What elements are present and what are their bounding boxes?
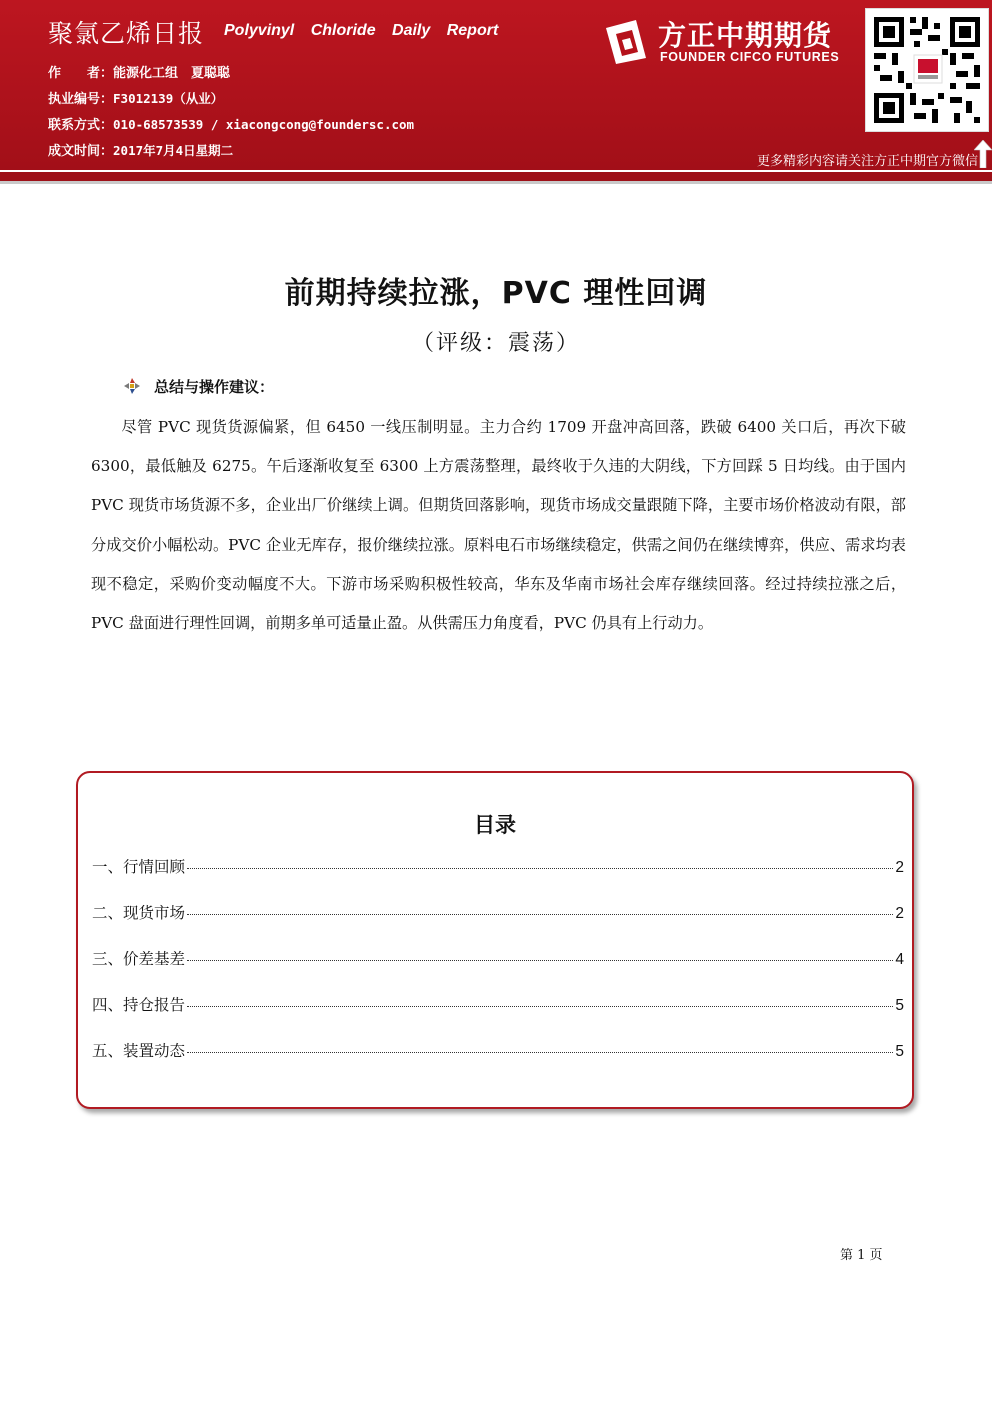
license-line — [48, 88, 223, 107]
table-of-contents — [76, 771, 914, 1109]
wechat-follow-note: 更多精彩内容请关注方正中期官方微信 — [756, 154, 978, 169]
diamond-bullet-icon — [124, 378, 140, 394]
date-label: 成文时间： — [48, 144, 114, 159]
toc-entry-spread-basis[interactable] — [92, 947, 904, 969]
toc-leader-dots — [187, 868, 893, 869]
summary-paragraph: 尽管 PVC 现货货源偏紧，但 6450 一线压制明显。主力合约 1709 开盘冲高回落，跌破 6400 关口后，再次下破 6300，最低触及 6275。午后逐渐收复至 6300 上方震荡整理，最终收于久违的大阴线，下方回踩 5 日均线。由于国内 PVC 现货市场货源不多，企业出厂价继续上调。但期货回落影响，现货市场成交量跟随下降，主要市场价格波动有限，部分成交价小幅松动。PVC 企业无库存，报价继续拉涨。原料电石市场继续稳定，供需之间仍在继续博弈，供应、需求均表现不稳定，采购价变动幅度不大。下游市场采购积极性较高，华东及华南市场社会库存继续回落。经过持续拉涨之后，PVC 盘面进行理性回调，前期多单可适量止盈。从供需压力角度看，PVC 仍具有上行动力。 — [91, 418, 906, 633]
rating-label: （评级：震荡） — [411, 331, 580, 356]
toc-entry-spot-market[interactable] — [92, 901, 904, 923]
toc-entry-label: 五、装置动态 — [92, 1042, 186, 1060]
founder-logo-icon — [602, 18, 650, 66]
toc-entry-page: 4 — [895, 951, 904, 968]
toc-title: 目录 — [474, 813, 516, 837]
summary-heading — [124, 376, 274, 397]
toc-entry-page: 5 — [895, 997, 904, 1014]
header-divider — [0, 172, 992, 181]
toc-entry-position-report[interactable] — [92, 993, 904, 1015]
report-title-en: Polyvinyl Chloride Daily Report — [224, 22, 499, 39]
toc-entry-label: 三、价差基差 — [92, 950, 186, 968]
toc-entry-page: 5 — [895, 1043, 904, 1060]
toc-entry-page: 2 — [895, 859, 904, 876]
arrow-up-icon — [974, 140, 992, 168]
report-title-cn: 聚氯乙烯日报 — [48, 19, 205, 48]
qr-code-icon — [865, 8, 989, 132]
contact-label: 联系方式： — [48, 118, 114, 133]
toc-leader-dots — [187, 1006, 893, 1007]
summary-heading-text: 总结与操作建议： — [154, 378, 275, 396]
toc-entry-label: 一、行情回顾 — [92, 858, 186, 876]
logo-text-cn: 方正中期期货 — [658, 19, 833, 52]
author-value: 能源化工组 夏聪聪 — [113, 66, 231, 81]
date-line — [48, 140, 233, 159]
toc-entry-page: 2 — [895, 905, 904, 922]
page-number: 第 1 页 — [840, 1248, 883, 1263]
date-value: 2017年7月4日星期二 — [113, 143, 234, 158]
contact-value: 010-68573539 / xiacongcong@foundersc.com — [113, 117, 415, 132]
license-label: 执业编号： — [48, 92, 114, 107]
license-value: F3012139（从业） — [113, 91, 224, 106]
author-line — [48, 62, 230, 81]
toc-entry-plant-status[interactable] — [92, 1039, 904, 1061]
toc-entry-label: 二、现货市场 — [92, 904, 186, 922]
toc-leader-dots — [187, 1052, 893, 1053]
toc-leader-dots — [187, 960, 893, 961]
contact-line — [48, 114, 414, 133]
author-label: 作 者： — [48, 66, 114, 81]
report-header — [0, 0, 992, 170]
header-divider-shadow — [0, 181, 992, 184]
toc-entry-market-review[interactable] — [92, 855, 904, 877]
brand-logo — [602, 14, 862, 68]
logo-text-en: FOUNDER CIFCO FUTURES — [660, 50, 840, 64]
page-title: 前期持续拉涨，PVC 理性回调 — [284, 276, 708, 311]
toc-entry-label: 四、持仓报告 — [92, 996, 186, 1014]
toc-leader-dots — [187, 914, 893, 915]
